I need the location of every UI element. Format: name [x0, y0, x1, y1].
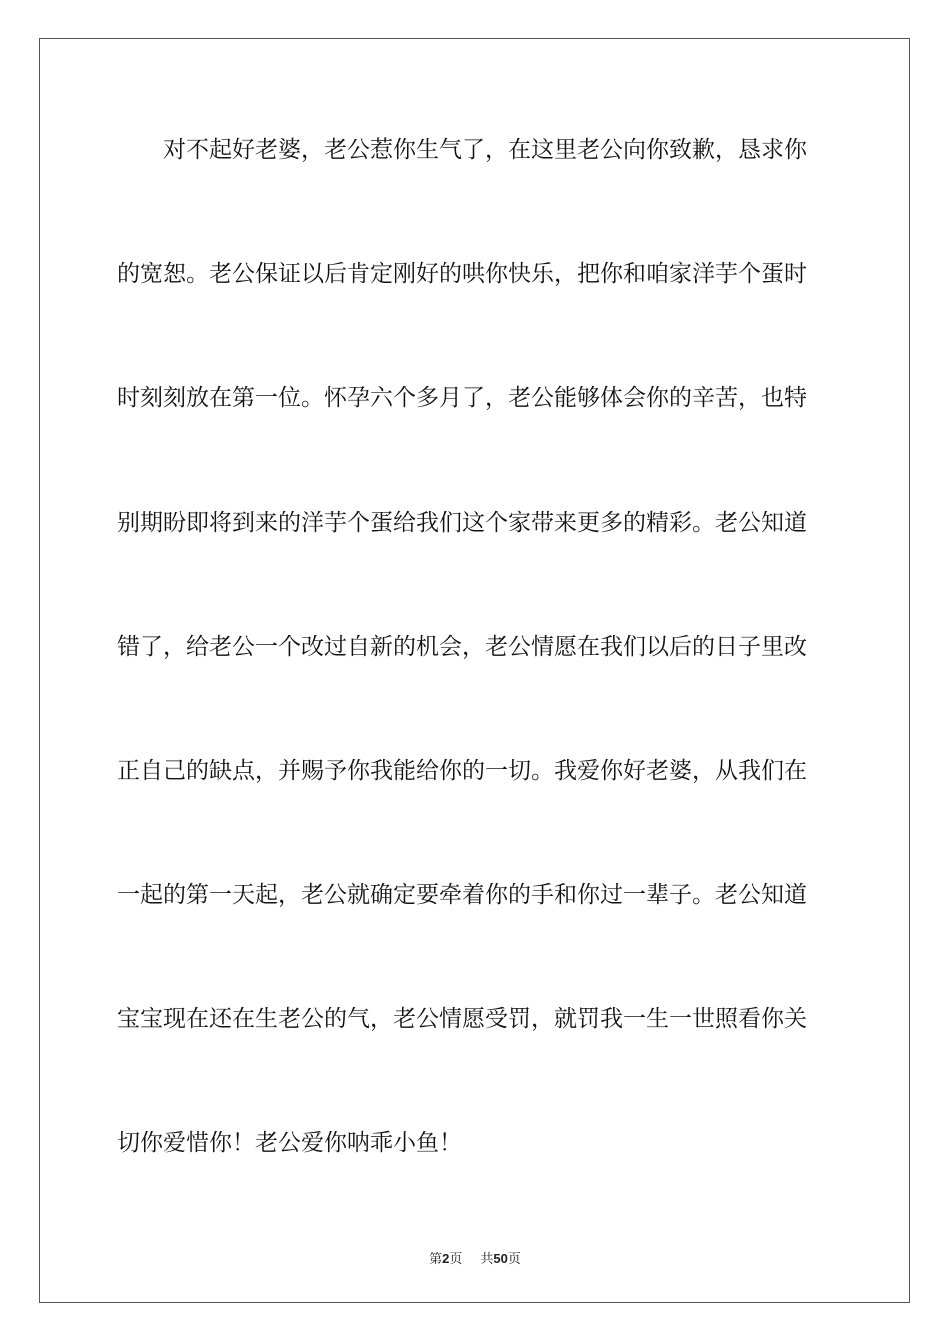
text-line-4: 别期盼即将到来的洋芋个蛋给我们这个家带来更多的精彩。老公知道	[117, 510, 807, 536]
total-suffix: 页	[507, 1252, 521, 1267]
text-line-8: 宝宝现在还在生老公的气，老公情愿受罚，就罚我一生一世照看你关	[117, 1006, 807, 1032]
page-footer	[0, 1248, 950, 1267]
text-line-9: 切你爱惜你！老公爱你呐乖小鱼！	[117, 1130, 462, 1156]
total-pages: 50	[493, 1251, 508, 1266]
text-line-2: 的宽恕。老公保证以后肯定刚好的哄你快乐，把你和咱家洋芋个蛋时	[117, 261, 807, 287]
text-line-7: 一起的第一天起，老公就确定要牵着你的手和你过一辈子。老公知道	[117, 882, 807, 908]
text-line-5: 错了，给老公一个改过自新的机会，老公情愿在我们以后的日子里改	[117, 634, 807, 660]
page-suffix: 页	[449, 1252, 463, 1267]
total-prefix: 共	[480, 1252, 494, 1267]
page-prefix: 第	[429, 1252, 443, 1267]
text-line-6: 正自己的缺点，并赐予你我能给你的一切。我爱你好老婆，从我们在	[117, 758, 807, 784]
page-border	[39, 38, 910, 1303]
text-line-3: 时刻刻放在第一位。怀孕六个多月了，老公能够体会你的辛苦，也特	[117, 385, 807, 411]
page-number: 2	[442, 1251, 450, 1266]
text-line-1: 对不起好老婆，老公惹你生气了，在这里老公向你致歉，恳求你	[163, 137, 807, 163]
